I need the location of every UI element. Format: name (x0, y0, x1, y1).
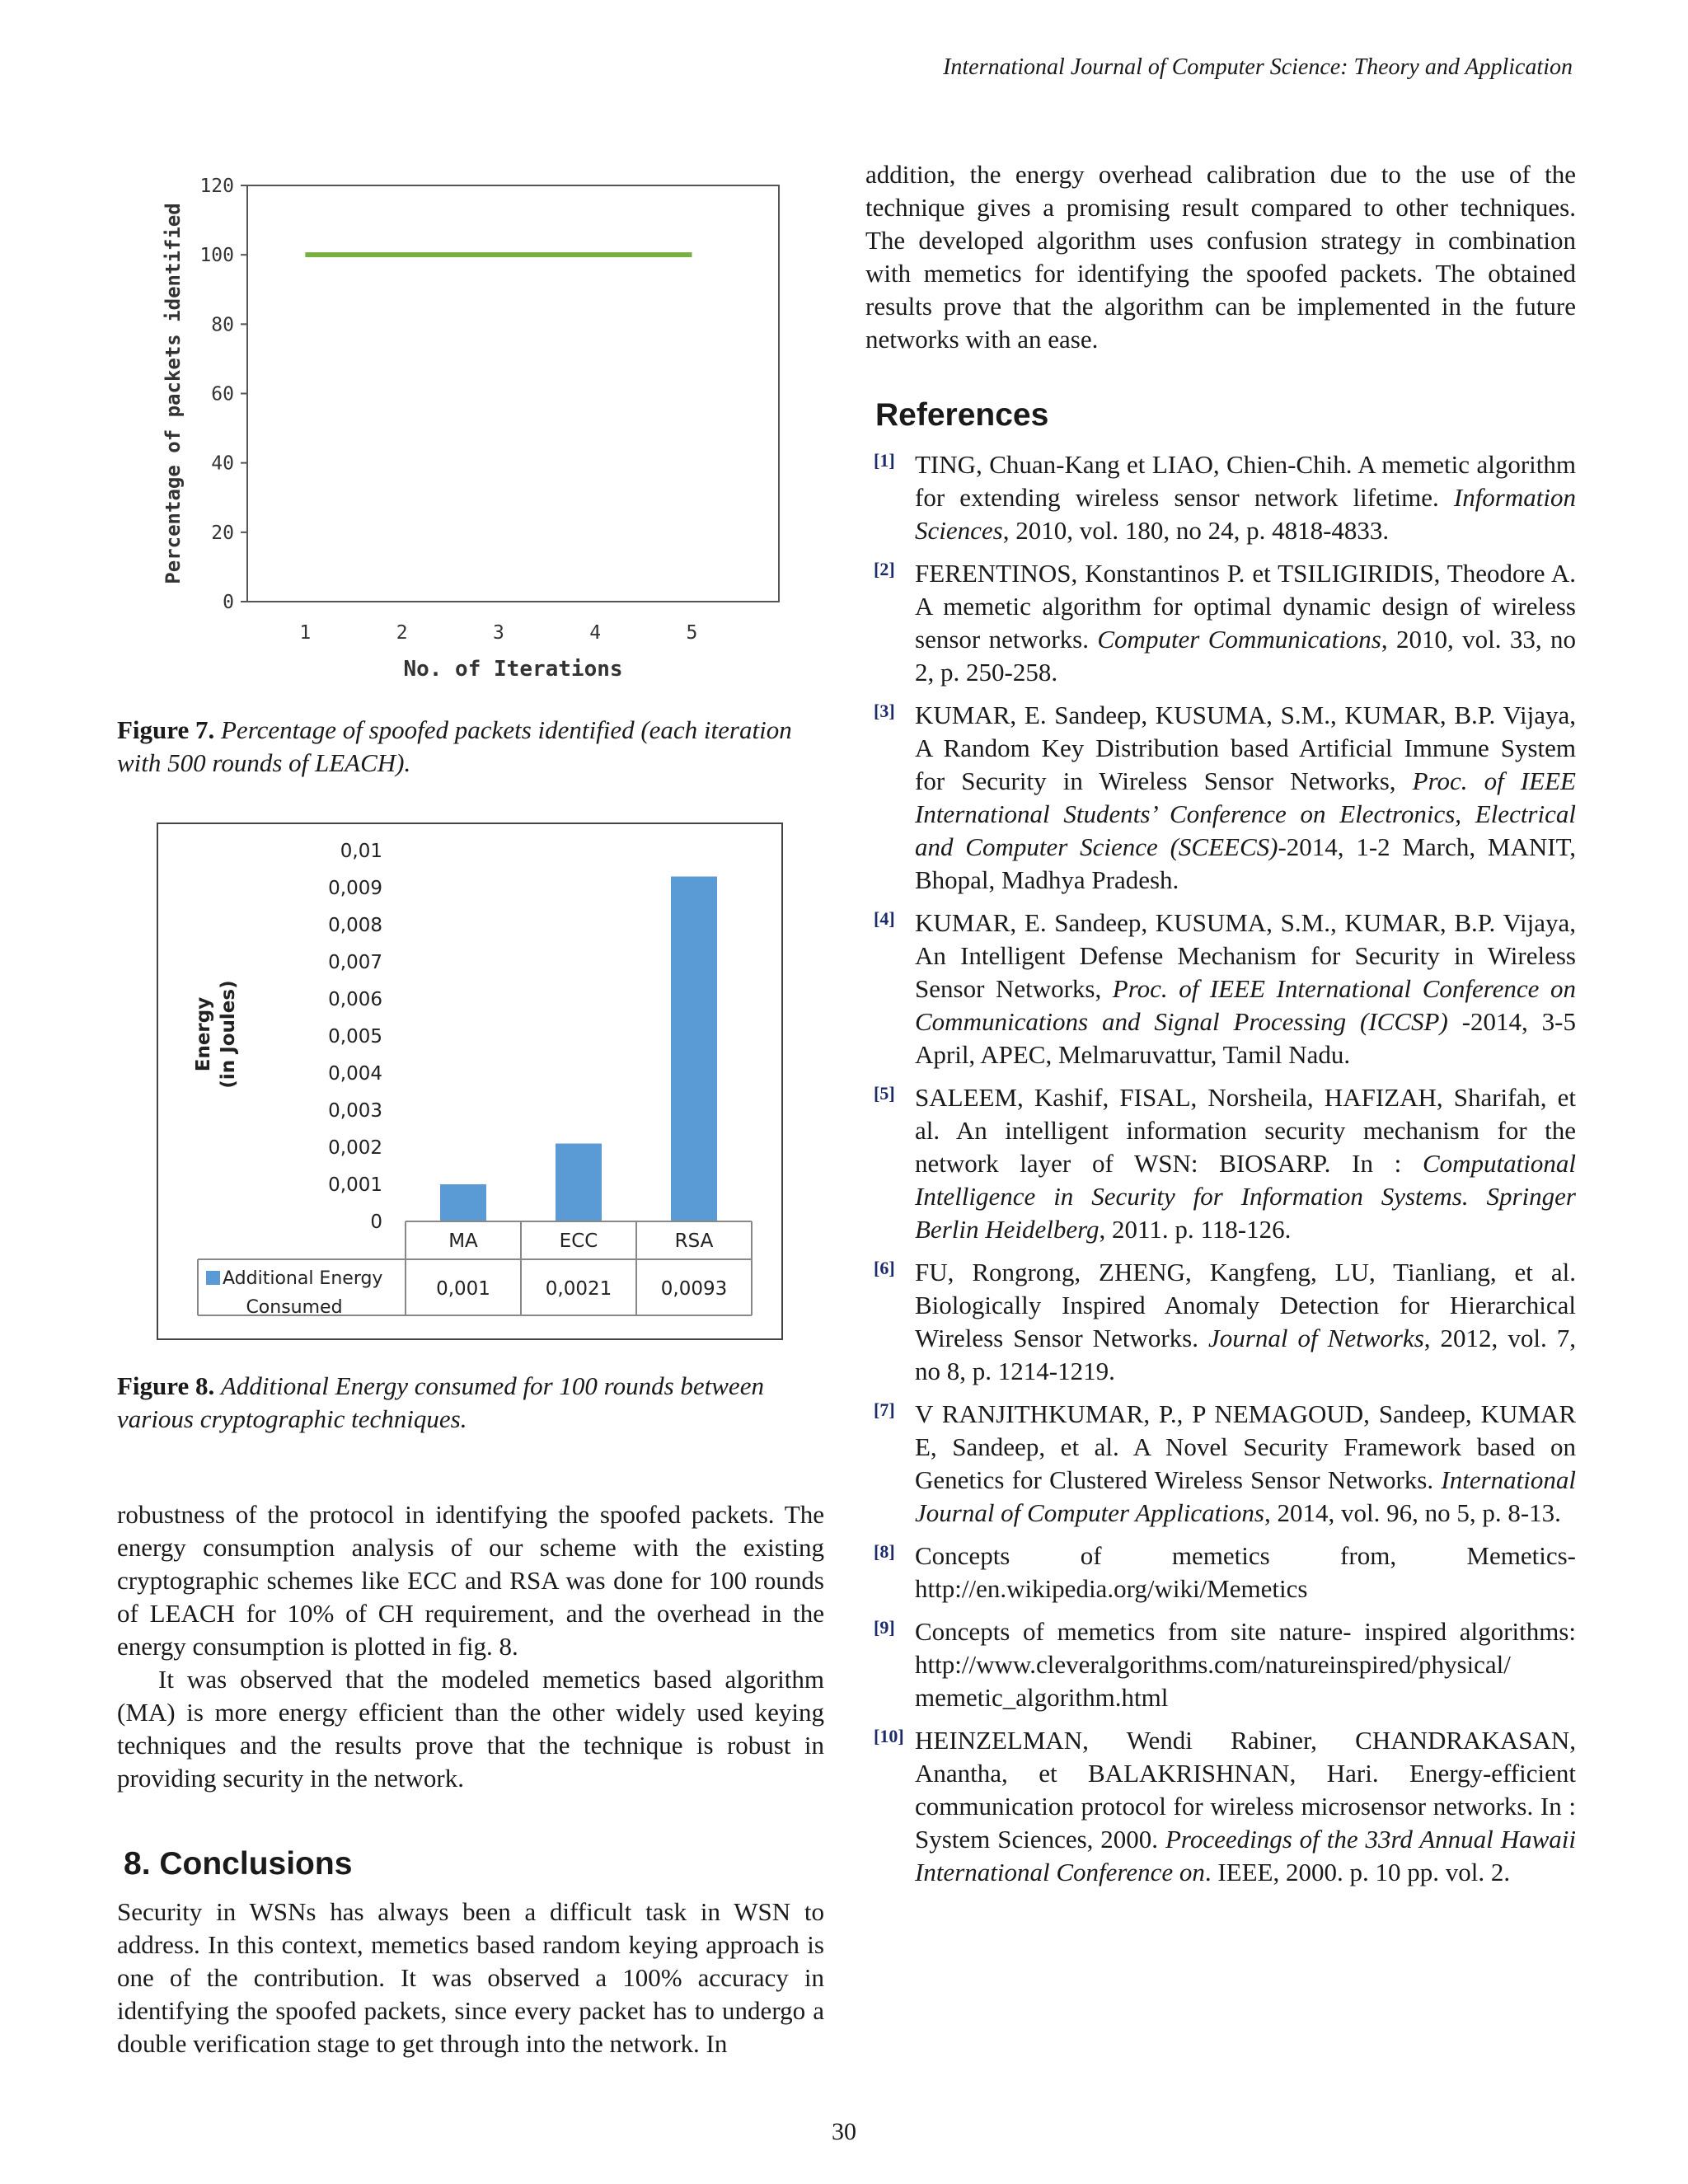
references-heading: References (875, 397, 1049, 433)
table-value: 0,0021 (545, 1278, 612, 1300)
reference-details: , 2010, vol. 180, no 24, p. 4818-4833. (1002, 516, 1390, 545)
y-tick-label: 0,008 (328, 915, 382, 936)
x-category-label: ECC (559, 1230, 598, 1252)
y-tick-label: 0,002 (328, 1137, 382, 1159)
table-value: 0,001 (436, 1278, 490, 1300)
reference-number: [4] (874, 908, 895, 929)
reference-text (915, 1081, 1576, 1246)
reference-text-main: KUMAR, E. Sandeep, KUSUMA, S.M., KUMAR, B.P. Vijaya, An Intelligent Defense Mechanism for Security in Wireless Sensor Networks, (915, 908, 1576, 1003)
x-tick-label: 2 (396, 622, 408, 644)
page-number: 30 (832, 2118, 856, 2145)
x-tick-label: 3 (492, 622, 504, 644)
y-tick-label: 0,007 (328, 952, 382, 973)
reference-source: Information Sciences (915, 483, 1576, 545)
x-category-label: RSA (674, 1230, 714, 1252)
legend-swatch (206, 1271, 220, 1285)
reference-number: [1] (874, 450, 895, 471)
y-tick-label: 0,006 (328, 989, 382, 1010)
reference-source: Journal of Networks (1208, 1324, 1424, 1352)
reference-source: Proceedings of the 33rd Annual Hawaii International Conference on (915, 1825, 1576, 1886)
reference-details: , 2014, vol. 96, no 5, p. 8-13. (1264, 1498, 1561, 1527)
paragraph-addition: addition, the energy overhead calibration due to the use of the technique gives a promising result compared to other techniques. The developed algorithm uses confusion strategy in combination with memetics for identifying the spoofed packets. The obtained results prove that the algorithm can be implemented in the future networks with an ease. (865, 160, 1576, 354)
figure-7-line-chart (148, 165, 791, 692)
legend-label-line1: Additional Energy (223, 1268, 383, 1289)
reference-number: [6] (874, 1258, 895, 1278)
reference-details: . IEEE, 2000. p. 10 pp. vol. 2. (1204, 1858, 1511, 1886)
reference-item (874, 448, 1576, 547)
reference-number: [2] (874, 559, 895, 579)
x-tick-label: 4 (589, 622, 602, 644)
figure-8-caption-text: Additional Energy consumed for 100 rounds between various cryptographic techniques. (117, 1371, 764, 1433)
reference-text-main: Concepts of memetics from site nature- inspired algorithms: http://www.cleveralgorithms.com/natureinspired/physical/ memetic_algorithm.html (915, 1617, 1576, 1712)
reference-item (874, 1398, 1576, 1530)
reference-details: , 2011. p. 118-126. (1099, 1215, 1292, 1244)
reference-text (915, 1540, 1576, 1605)
reference-source: Proc. of IEEE International Students’ Conference on Electronics, Electrical and Computer Science (SCEECS) (915, 766, 1576, 861)
reference-item (874, 1256, 1576, 1388)
reference-item (874, 1081, 1576, 1246)
figure-8-frame (157, 823, 783, 1340)
reference-number: [7] (874, 1399, 895, 1420)
reference-text (915, 907, 1576, 1071)
reference-item (874, 1615, 1576, 1714)
y-tick-label: 0,001 (328, 1174, 382, 1196)
reference-number: [10] (874, 1726, 904, 1746)
reference-item (874, 1540, 1576, 1605)
reference-text-main: TING, Chuan-Kang et LIAO, Chien-Chih. A memetic algorithm for extending wireless sensor network lifetime. (915, 450, 1576, 512)
reference-details: , 2012, vol. 7, no 8, p. 1214-1219. (915, 1324, 1576, 1385)
figure-8-bar-chart (158, 824, 781, 1338)
y-axis-label-line1: Energy (193, 996, 214, 1072)
y-axis-label-line2: (in Joules) (218, 980, 239, 1089)
y-tick-label: 20 (211, 522, 234, 544)
y-tick-label: 60 (211, 383, 234, 405)
bar-ma (440, 1184, 486, 1221)
reference-text-main: FU, Rongrong, ZHENG, Kangfeng, LU, Tianliang, et al. Biologically Inspired Anomaly Detection for Hierarchical Wireless Sensor Networks. (915, 1258, 1576, 1352)
reference-number: [5] (874, 1083, 895, 1104)
reference-number: [9] (874, 1617, 895, 1638)
y-tick-label: 0,005 (328, 1026, 382, 1047)
table-value: 0,0093 (660, 1278, 728, 1300)
reference-source: International Journal of Computer Applications (915, 1465, 1576, 1527)
reference-text-main: Concepts of memetics from, Memetics- http://en.wikipedia.org/wiki/Memetics (915, 1541, 1576, 1603)
y-tick-label: 100 (199, 245, 234, 267)
reference-source: Computer Communications (1097, 625, 1381, 654)
reference-text-main: HEINZELMAN, Wendi Rabiner, CHANDRAKASAN, Anantha, et BALAKRISHNAN, Hari. Energy-efficient communication protocol for wireless microsensor networks. In : System Sciences, 2000. (915, 1726, 1576, 1854)
conclusions-text (117, 1896, 824, 2060)
y-tick-label: 120 (199, 176, 234, 197)
figure-7-label: Figure 7. (117, 715, 215, 744)
reference-item (874, 907, 1576, 1071)
reference-source: Computational Intelligence in Security for Information Systems. Springer Berlin Heidelberg (915, 1149, 1576, 1244)
legend-label-line2: Consumed (246, 1297, 343, 1318)
paragraph-robustness: robustness of the protocol in identifying the spoofed packets. The energy consumption analysis of our scheme with the existing cryptographic schemes like ECC and RSA was done for 100 rounds of LEACH for 10% of CH requirement, and the overhead in the energy consumption is plotted in fig. 8. (117, 1500, 824, 1661)
y-axis-label: Percentage of packets identified (162, 203, 185, 584)
reference-text (915, 1398, 1576, 1530)
x-tick-label: 5 (686, 622, 698, 644)
reference-list (874, 448, 1576, 1899)
y-tick-label: 80 (211, 314, 234, 336)
y-tick-label: 0,004 (328, 1063, 382, 1085)
right-body-text (865, 158, 1576, 356)
y-tick-label: 40 (211, 452, 234, 475)
reference-text (915, 1256, 1576, 1388)
reference-details: -2014, 3-5 April, APEC, Melmaruvattur, Tamil Nadu. (915, 1007, 1576, 1069)
journal-header: International Journal of Computer Science: Theory and Application (943, 54, 1573, 80)
y-tick-label: 0,003 (328, 1100, 382, 1122)
reference-text-main: KUMAR, E. Sandeep, KUSUMA, S.M., KUMAR, B.P. Vijaya, A Random Key Distribution based Artificial Immune System for Security in Wireless Sensor Networks, (915, 701, 1576, 795)
figure-7-caption-text: Percentage of spoofed packets identified (each iteration with 500 rounds of LEACH). (117, 715, 792, 777)
y-tick-label: 0 (223, 592, 234, 613)
reference-source: Proc. of IEEE International Conference on Communications and Signal Processing (ICCSP) (915, 974, 1576, 1036)
figure-8-caption (117, 1370, 826, 1436)
x-tick-label: 1 (299, 622, 312, 644)
y-tick-label: 0 (370, 1212, 382, 1233)
reference-text (915, 557, 1576, 689)
conclusions-heading: 8. Conclusions (124, 1846, 353, 1882)
reference-details: -2014, 1-2 March, MANIT, Bhopal, Madhya Pradesh. (915, 832, 1576, 894)
reference-details: , 2010, vol. 33, no 2, p. 250-258. (915, 625, 1576, 687)
reference-item (874, 557, 1576, 689)
plot-area (247, 185, 779, 602)
paragraph-conclusions: Security in WSNs has always been a difficult task in WSN to address. In this context, memetics based random keying approach is one of the contribution. It was observed a 100% accuracy in identifying the spoofed packets, since every packet has to undergo a double verification stage to get through into the network. In (117, 1897, 824, 2058)
paragraph-ma-efficiency: It was observed that the modeled memetics based algorithm (MA) is more energy efficient than the other widely used keying techniques and the results prove that the technique is robust in providing security in the network. (117, 1665, 824, 1793)
reference-item (874, 699, 1576, 897)
bar-rsa (671, 877, 717, 1222)
reference-text (915, 448, 1576, 547)
x-category-label: MA (448, 1230, 478, 1252)
left-body-text (117, 1498, 824, 1795)
reference-text-main: FERENTINOS, Konstantinos P. et TSILIGIRIDIS, Theodore A. A memetic algorithm for optimal dynamic design of wireless sensor networks. (915, 559, 1576, 654)
figure-8-label: Figure 8. (117, 1371, 215, 1400)
reference-text (915, 1724, 1576, 1889)
reference-number: [8] (874, 1541, 895, 1562)
reference-text (915, 699, 1576, 897)
reference-text (915, 1615, 1576, 1714)
reference-text-main: SALEEM, Kashif, FISAL, Norsheila, HAFIZAH, Sharifah, et al. An intelligent information security mechanism for the network layer of WSN: BIOSARP. In : (915, 1083, 1576, 1178)
bar-ecc (556, 1144, 602, 1222)
reference-text-main: V RANJITHKUMAR, P., P NEMAGOUD, Sandeep, KUMAR E, Sandeep, et al. A Novel Security Framework based on Genetics for Clustered Wireless Sensor Networks. (915, 1399, 1576, 1494)
y-tick-label: 0,009 (328, 878, 382, 899)
x-axis-label: No. of Iterations (403, 657, 623, 682)
reference-item (874, 1724, 1576, 1889)
y-tick-label: 0,01 (340, 841, 382, 862)
figure-7-caption (117, 714, 826, 780)
reference-number: [3] (874, 701, 895, 721)
